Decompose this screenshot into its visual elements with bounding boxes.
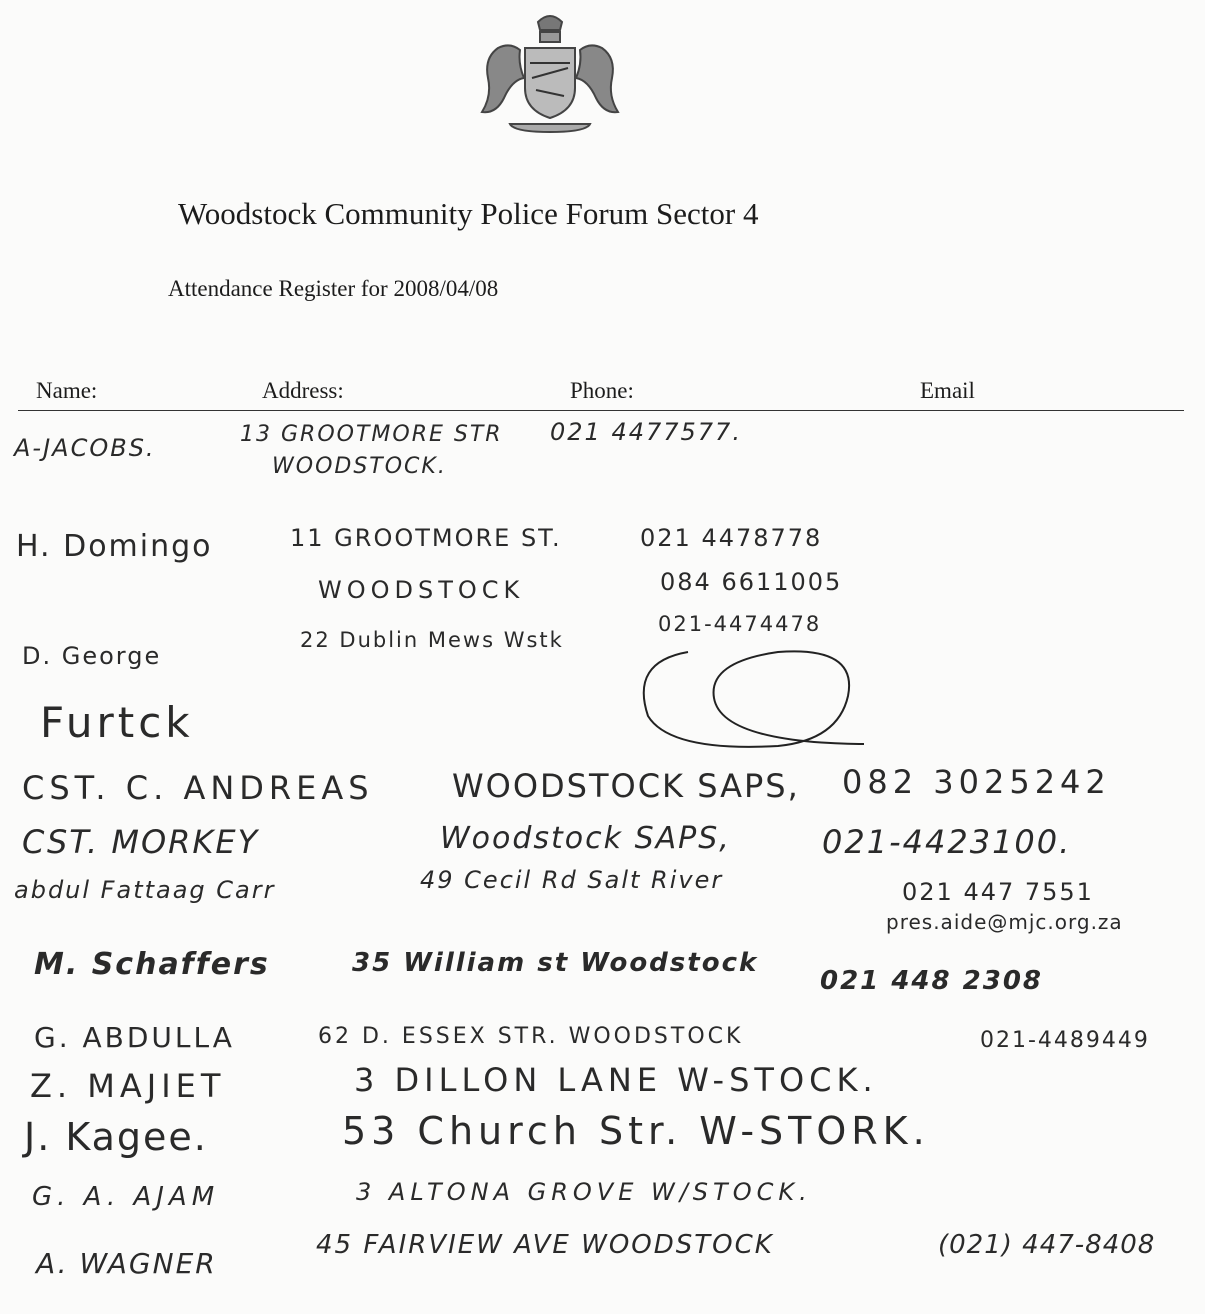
column-header-phone: Phone: <box>570 378 634 403</box>
entry-address: WOODSTOCK SAPS, <box>452 767 800 805</box>
entry-phone: 021 4477577. <box>550 418 742 446</box>
column-header-email: Email <box>920 378 975 403</box>
header-divider <box>18 410 1184 411</box>
entry-phone: 021-4489449 <box>980 1028 1150 1053</box>
entry-email: pres.aide@mjc.org.za <box>886 910 1123 934</box>
entry-address: 45 FAIRVIEW AVE WOODSTOCK <box>316 1230 774 1260</box>
column-header-address: Address: <box>262 378 344 403</box>
entry-address: 3 ALTONA GROVE W/STOCK. <box>356 1178 812 1206</box>
entry-name: G. ABDULLA <box>34 1021 235 1054</box>
entry-address: 62 D. ESSEX STR. WOODSTOCK <box>318 1024 744 1049</box>
entry-name: A-JACOBS. <box>14 434 156 462</box>
signature-scribble-image <box>628 640 888 750</box>
register-date-subtitle: Attendance Register for 2008/04/08 <box>168 276 499 301</box>
entry-address: 53 Church Str. W-STORK. <box>342 1109 930 1153</box>
entry-address-line2: WOODSTOCK <box>318 576 525 604</box>
entry-address: 13 GROOTMORE STR <box>240 422 503 447</box>
entry-name: G. A. AJAM <box>32 1182 220 1212</box>
entry-phone-secondary: 084 6611005 <box>660 568 843 596</box>
entry-phone: (021) 447-8408 <box>938 1230 1156 1260</box>
entry-name: D. George <box>22 642 162 670</box>
entry-address: Woodstock SAPS, <box>440 821 731 856</box>
entry-name: Furtck <box>40 698 194 747</box>
page-title: Woodstock Community Police Forum Sector 4 <box>178 196 759 231</box>
entry-phone: 021-4474478 <box>658 612 822 636</box>
entry-address: 11 GROOTMORE ST. <box>290 524 562 552</box>
entry-phone: 021 448 2308 <box>820 966 1044 996</box>
entry-address: 3 DILLON LANE W-STOCK. <box>354 1061 878 1099</box>
coat-of-arms-logo <box>470 8 630 140</box>
entry-name: CST. MORKEY <box>22 823 260 861</box>
entry-address: 49 Cecil Rd Salt River <box>420 866 724 894</box>
entry-name: abdul Fattaag Carr <box>14 876 276 904</box>
entry-phone: 021-4423100. <box>822 823 1072 861</box>
column-header-name: Name: <box>36 378 98 403</box>
entry-phone: 082 3025242 <box>842 763 1111 801</box>
entry-phone: 021 4478778 <box>640 524 823 552</box>
entry-name: A. WAGNER <box>36 1247 217 1280</box>
entry-name: Z. MAJIET <box>30 1067 226 1105</box>
entry-address: 22 Dublin Mews Wstk <box>300 628 564 652</box>
entry-address-line2: WOODSTOCK. <box>272 454 447 479</box>
entry-name: H. Domingo <box>16 529 213 564</box>
entry-name: J. Kagee. <box>24 1115 208 1159</box>
entry-name: M. Schaffers <box>34 947 270 982</box>
entry-address: 35 William st Woodstock <box>352 948 759 978</box>
entry-phone: 021 447 7551 <box>902 878 1094 906</box>
entry-name: CST. C. ANDREAS <box>22 769 374 807</box>
